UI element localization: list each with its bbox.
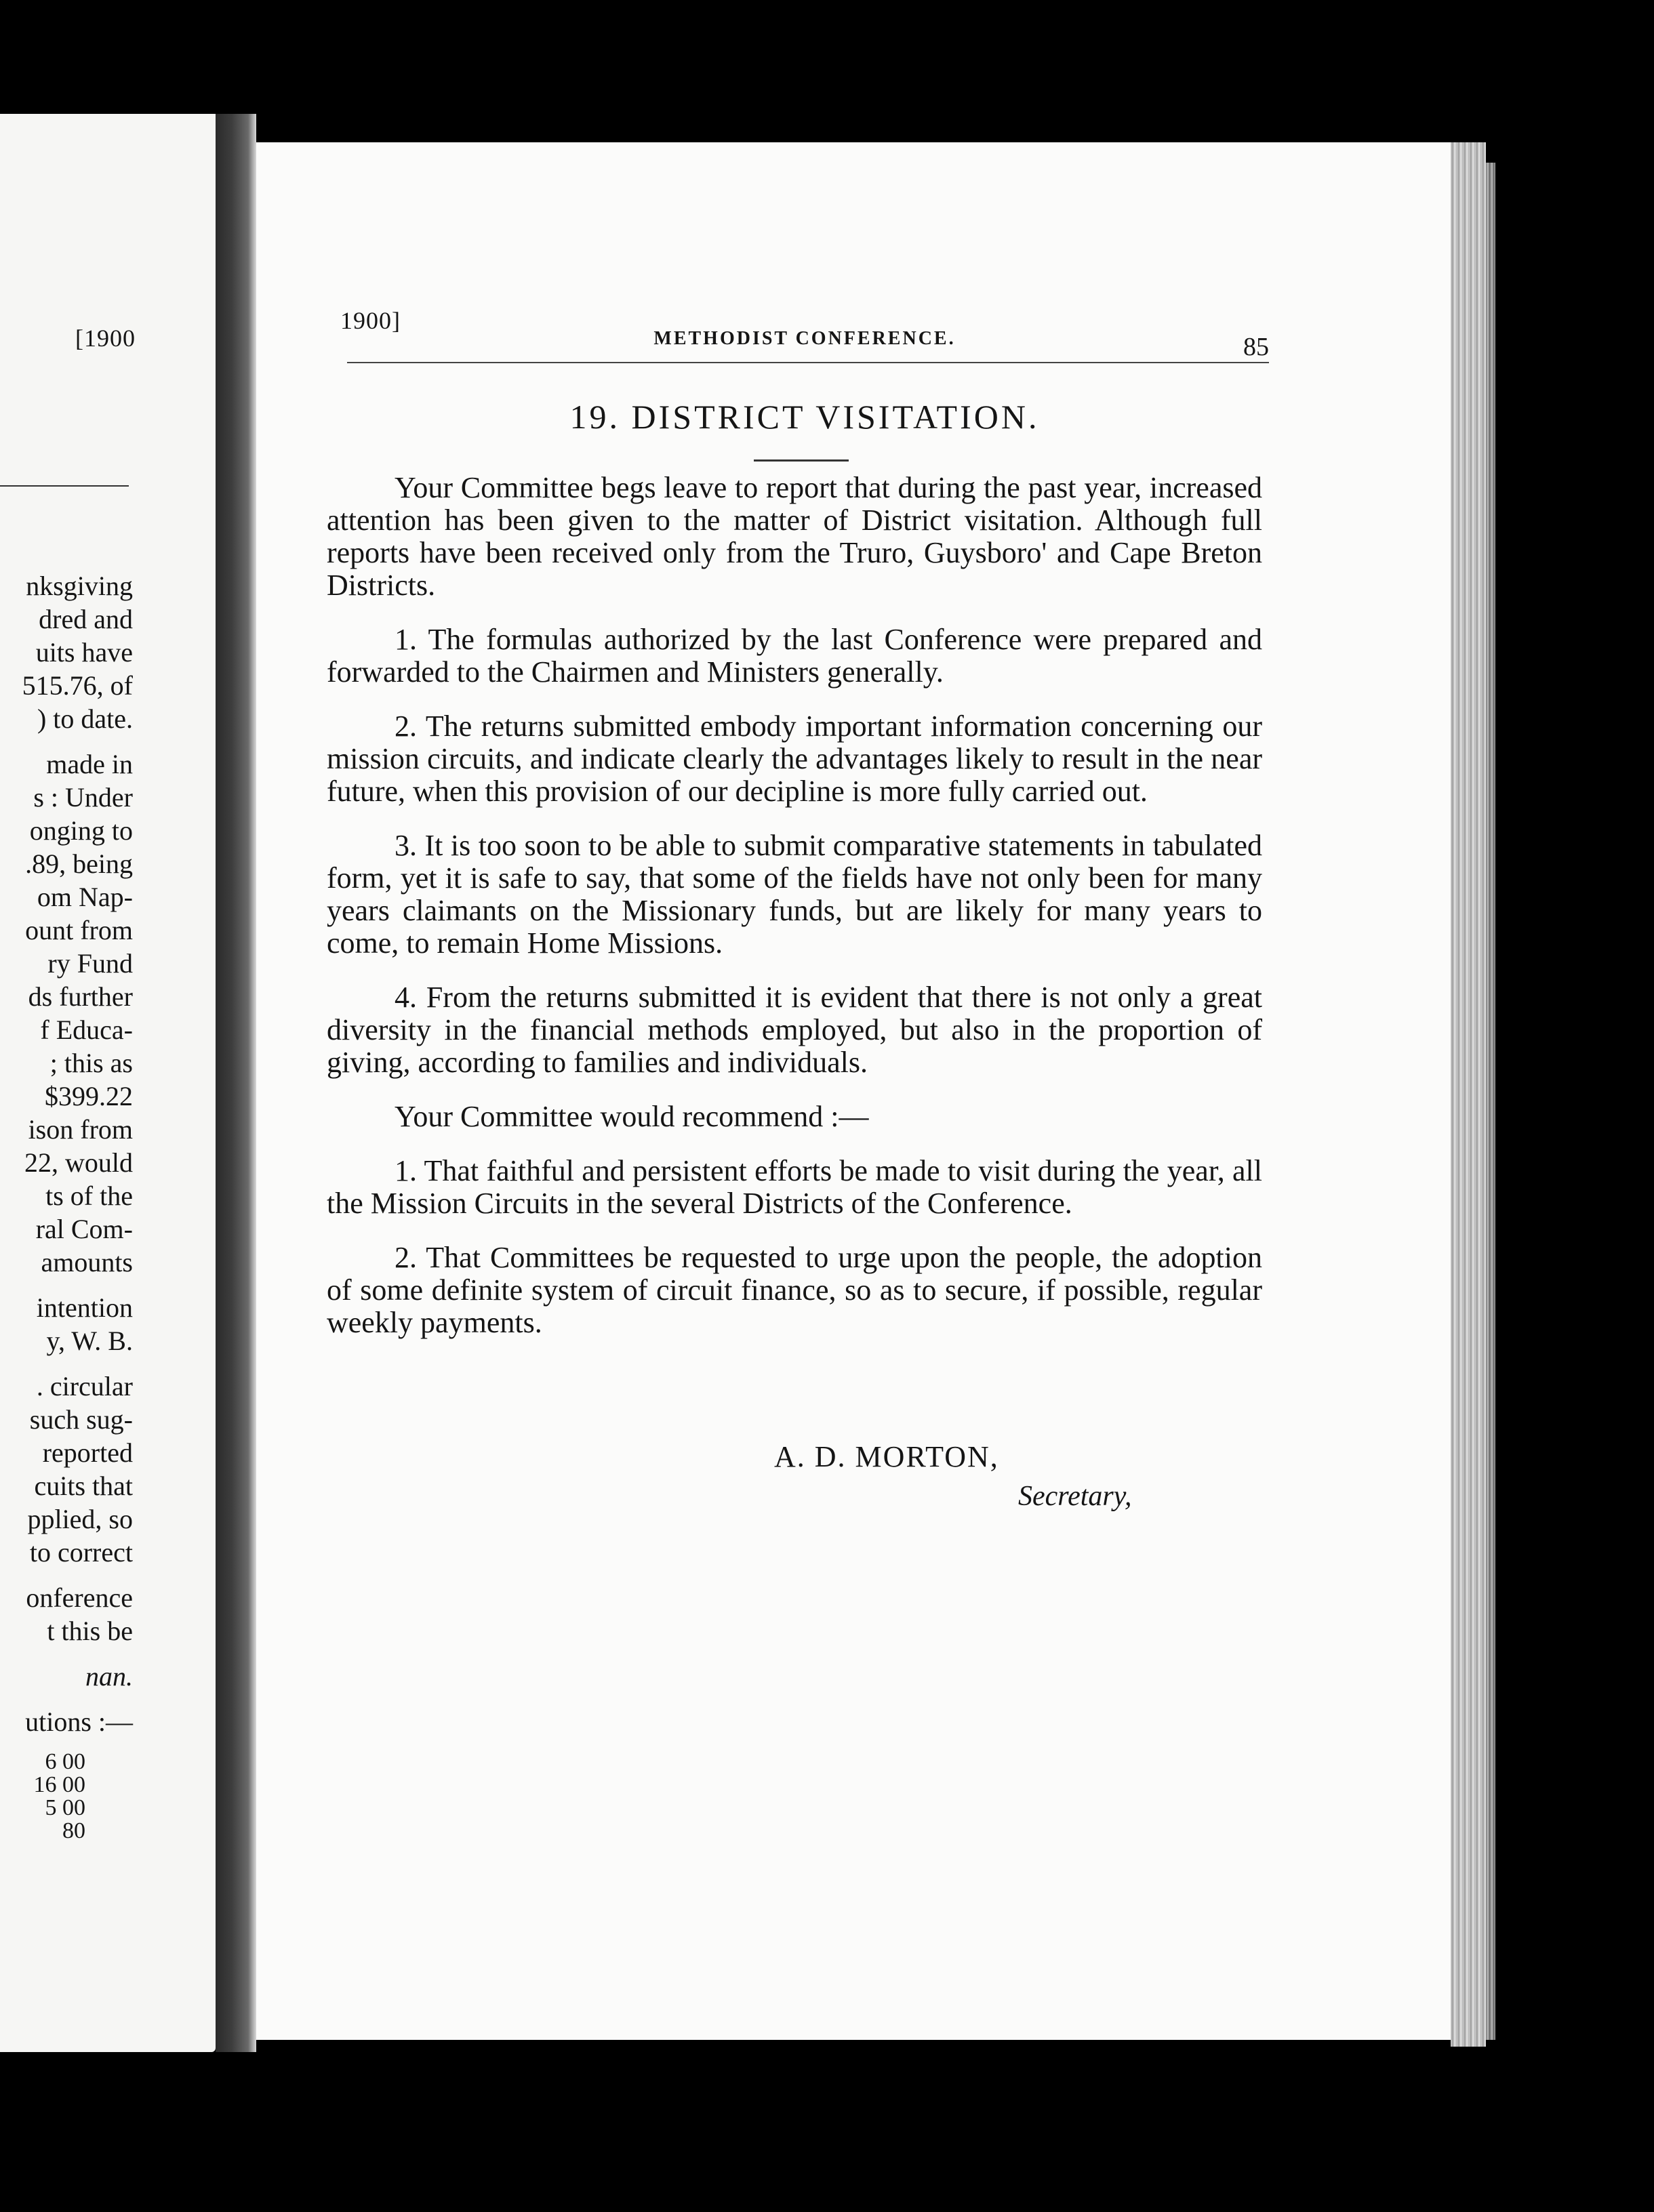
left-amount: 6 00 xyxy=(45,1749,85,1774)
section-title: 19. DISTRICT VISITATION. xyxy=(569,398,1040,436)
page-edge-stack xyxy=(1451,142,1486,2047)
left-line: nksgiving xyxy=(26,571,133,601)
left-line: t this be xyxy=(47,1616,133,1646)
left-line: to correct xyxy=(29,1537,133,1568)
left-facing-page xyxy=(0,114,216,2052)
left-line: om Nap- xyxy=(37,882,133,912)
left-header-rule xyxy=(0,485,129,487)
book-gutter xyxy=(216,114,256,2052)
left-amount: 16 00 xyxy=(33,1772,85,1797)
left-line: ount from xyxy=(25,915,133,945)
left-gap xyxy=(0,735,133,747)
left-line: ral Com- xyxy=(35,1214,133,1244)
paragraph: 1. The formulas authorized by the last Conference were prepared and forwarded to the Chairmen and Ministers generally. xyxy=(327,623,1262,689)
running-title: METHODIST CONFERENCE. xyxy=(653,328,956,349)
left-line: amounts xyxy=(41,1247,133,1277)
signature-role: Secretary, xyxy=(1018,1481,1132,1512)
left-line: nan. xyxy=(85,1661,133,1692)
left-line: utions :— xyxy=(25,1706,133,1737)
running-head xyxy=(340,306,1269,361)
left-line: .89, being xyxy=(25,848,133,879)
paragraph: Your Committee would recommend :— xyxy=(395,1100,869,1133)
left-line: ; this as xyxy=(49,1048,133,1078)
left-line: ds further xyxy=(28,981,133,1012)
left-line: . circular xyxy=(36,1371,133,1401)
left-page-text xyxy=(0,569,133,1843)
left-line: cuits that xyxy=(34,1471,133,1501)
left-line: reported xyxy=(42,1437,133,1468)
page-number: 85 xyxy=(1243,333,1269,361)
left-gap xyxy=(0,1279,133,1291)
left-gap xyxy=(0,1647,133,1660)
left-gap xyxy=(0,1693,133,1705)
left-line: made in xyxy=(46,749,133,779)
left-line: pplied, so xyxy=(27,1504,133,1534)
left-line: onference xyxy=(26,1582,133,1613)
left-amount: 5 00 xyxy=(45,1795,85,1820)
paragraph: 1. That faithful and persistent efforts be made to visit during the year, all the Mission Circuits in the several Districts of the Conference. xyxy=(327,1154,1262,1220)
left-line: 515.76, of xyxy=(22,670,133,701)
header-rule xyxy=(347,362,1269,363)
left-line: $399.22 xyxy=(45,1081,133,1111)
left-page-header-year: [1900 xyxy=(75,325,136,352)
report-body xyxy=(327,472,1262,1361)
left-line: dred and xyxy=(39,604,133,634)
header-year: 1900] xyxy=(340,307,401,334)
left-line: such sug- xyxy=(29,1404,133,1435)
left-line: onging to xyxy=(29,815,133,846)
left-line: ts of the xyxy=(45,1181,133,1211)
left-gap xyxy=(0,1569,133,1581)
left-gap xyxy=(0,1357,133,1370)
left-line: s : Under xyxy=(33,782,133,813)
left-line: ) to date. xyxy=(37,703,133,734)
left-line: ison from xyxy=(28,1114,133,1145)
left-line: ry Fund xyxy=(47,948,133,979)
paragraph: 2. That Committees be requested to urge upon the people, the adoption of some definite system of circuit finance, so as to secure, if possible, regular weekly payments. xyxy=(327,1241,1262,1339)
paragraph: 4. From the returns submitted it is evident that there is not only a great diversity in the financial methods employed, but also in the proportion of giving, according to families and individuals. xyxy=(327,981,1262,1079)
left-line: uits have xyxy=(35,637,133,668)
left-line: intention xyxy=(36,1292,133,1323)
paragraph: 2. The returns submitted embody important information concerning our mission circuits, and indicate clearly the advantages likely to result in the near future, when this provision of our decipline is more fully carried out. xyxy=(327,710,1262,808)
paragraph: 3. It is too soon to be able to submit comparative statements in tabulated form, yet it is safe to say, that some of the fields have not only been for many years claimants on the Missionary funds, but are likely for many years to come, to remain Home Missions. xyxy=(327,829,1262,960)
left-line: f Educa- xyxy=(40,1015,133,1045)
title-rule xyxy=(754,459,849,462)
left-line: y, W. B. xyxy=(46,1326,133,1356)
page-edge-dark xyxy=(1486,163,1495,2040)
left-line: 22, would xyxy=(24,1147,133,1178)
left-amount: 80 xyxy=(62,1818,85,1843)
paragraph: Your Committee begs leave to report that during the past year, increased attention has been given to the matter of District visitation. Although full reports have been received only from the Truro, Guysboro' and Cape Breton Districts. xyxy=(327,471,1262,602)
signature-name: A. D. MORTON, xyxy=(774,1440,999,1473)
